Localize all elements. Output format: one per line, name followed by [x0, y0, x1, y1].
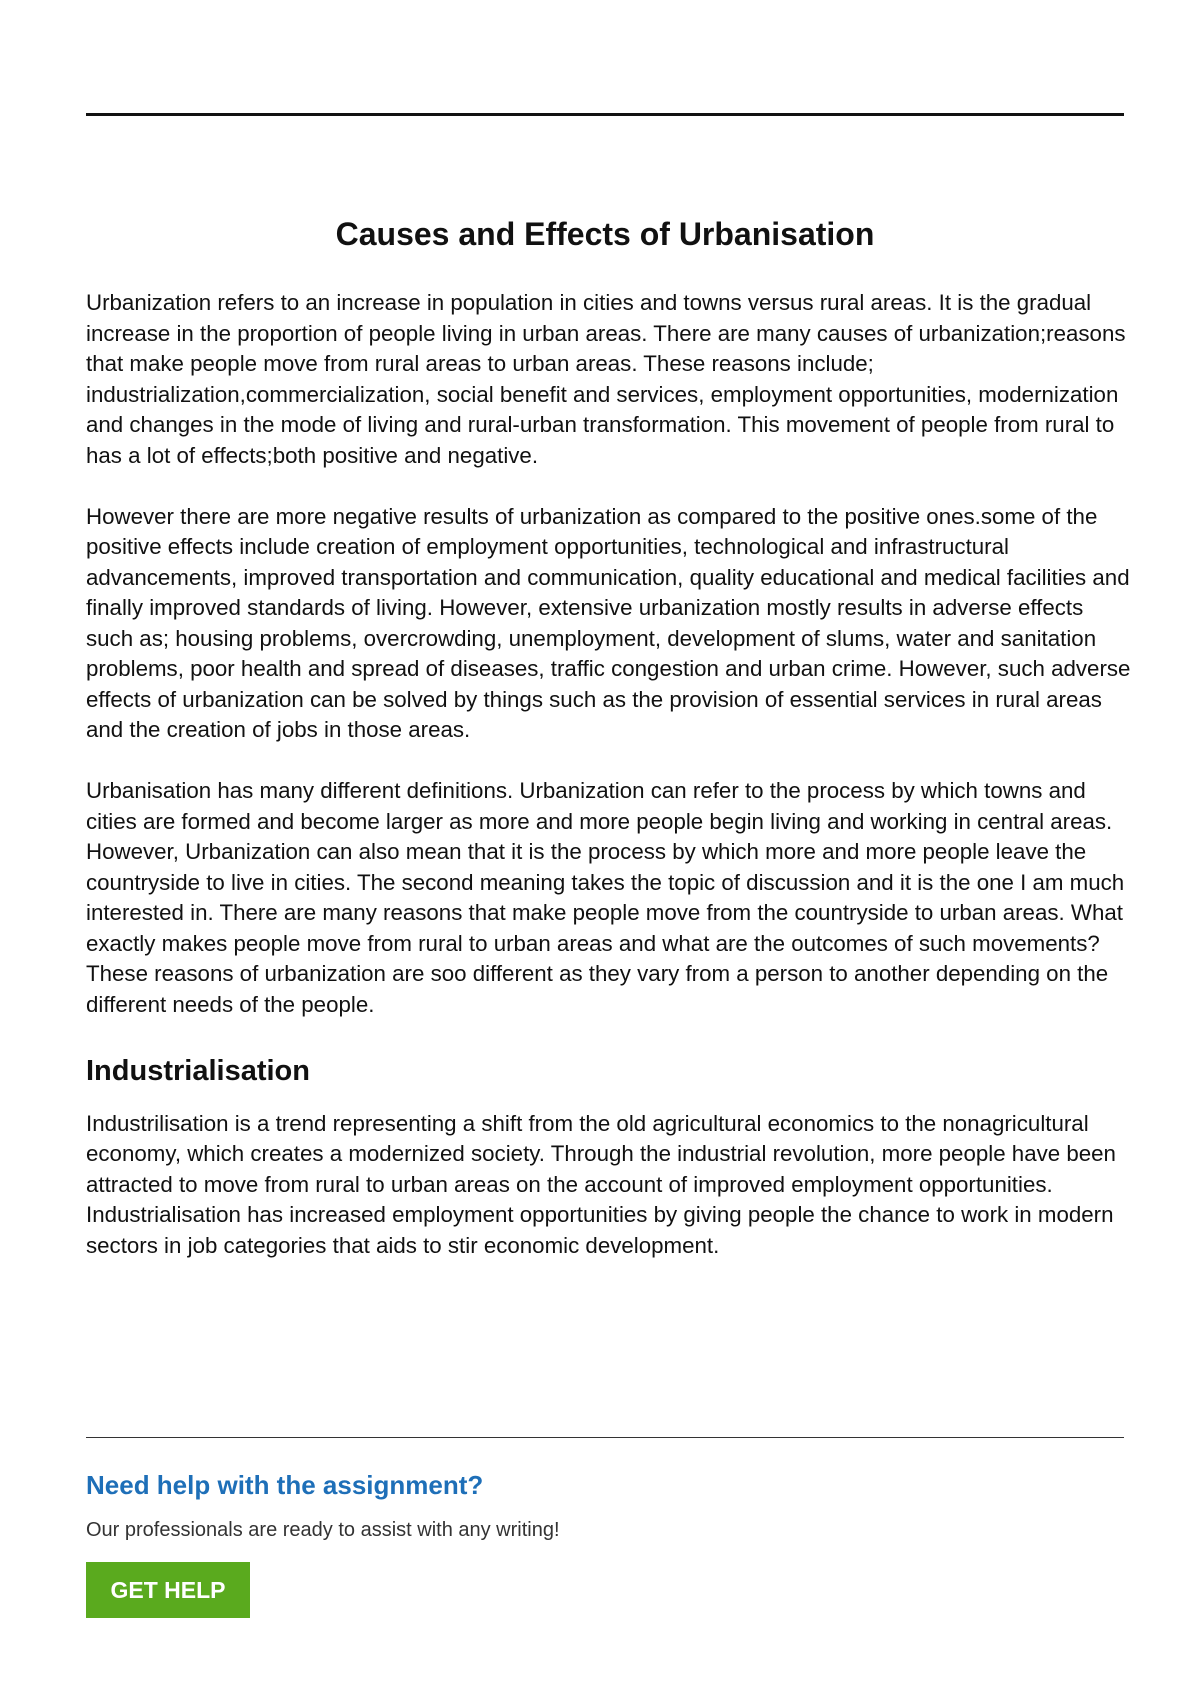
body-paragraph-2: However there are more negative results of urbanization as compared to the positive ones.some of the positive effects include creation of employment opportunities, technological and infrastructural advancements, improved transportation and communication, quality educational and medical facilities and finally improved standards of living. However, extensive urbanization mostly results in adverse effects such as; housing problems, overcrowding, unemployment, development of slums, water and sanitation problems, poor health and spread of diseases, traffic congestion and urban crime. However, such adverse effects of urbanization can be solved by things such as the provision of essential services in rural areas and the creation of jobs in those areas. — [86, 503, 1131, 742]
bottom-divider — [86, 1437, 1124, 1438]
cta-heading: Need help with the assignment? — [86, 1470, 484, 1500]
section-heading-industrialisation: Industrialisation — [86, 1054, 310, 1087]
cta-subtext: Our professionals are ready to assist with any writing! — [86, 1519, 560, 1541]
body-paragraph-1: Urbanization refers to an increase in population in cities and towns versus rural areas. It is the gradual increase in the proportion of people living in urban areas. There are many causes of urbanization;reasons that make people move from rural areas to urban areas. These reasons include; industrialization,commercialization, social benefit and services, employment opportunities, modernization and changes in the mode of living and rural-urban transformation. This movement of people from rural to has a lot of effects;both positive and negative. — [86, 290, 1126, 468]
section-paragraph: Industrilisation is a trend representing a shift from the old agricultural economics to the nonagricultural economy, which creates a modernized society. Through the industrial revolution, more people have been attracted to move from rural to urban areas on the account of improved employment opportunities. Industrialisation has increased employment opportunities by giving people the chance to work in modern sectors in job categories that aids to stir economic development. — [86, 1110, 1116, 1258]
body-paragraph-3: Urbanisation has many different definitions. Urbanization can refer to the process by which towns and cities are formed and become larger as more and more people begin living and working in central areas. However, Urbanization can also mean that it is the process by which more and more people leave the countryside to live in cities. The second meaning takes the topic of discussion and it is the one I am much interested in. There are many reasons that make people move from the countryside to urban areas. What exactly makes people move from rural to urban areas and what are the outcomes of such movements? These reasons of urbanization are soo different as they vary from a person to another depending on the different needs of the people. — [86, 778, 1125, 1017]
document-title: Causes and Effects of Urbanisation — [335, 216, 875, 252]
get-help-button[interactable]: GET HELP — [86, 1562, 250, 1618]
document-body — [86, 288, 1136, 1292]
top-divider — [86, 113, 1124, 116]
